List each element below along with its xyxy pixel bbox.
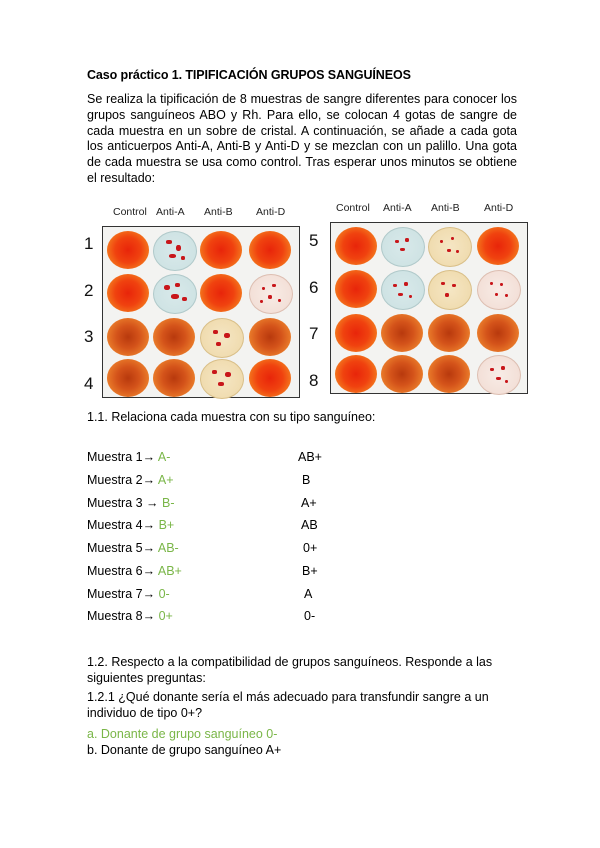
agglutination-speck <box>405 238 409 242</box>
agglutination-speck <box>216 342 221 346</box>
row-number-5: 5 <box>309 231 319 250</box>
muestra-label: Muestra 7→ <box>87 587 159 601</box>
agglutination-speck <box>166 240 172 244</box>
row-number-3: 3 <box>84 327 94 346</box>
question-1-2-1: 1.2.1 ¿Qué donante sería el más adecuado para transfundir sangre a un individuo de tipo 0+? <box>87 690 489 720</box>
agglutination-speck <box>490 282 493 285</box>
row-number-7: 7 <box>309 324 319 343</box>
agglutination-speck <box>278 299 281 302</box>
agglutination-speck <box>404 282 408 286</box>
drop-8-control <box>335 355 377 393</box>
agglutination-speck <box>441 282 445 285</box>
drop-7-anti-a <box>381 314 423 352</box>
drop-3-anti-a <box>153 318 195 356</box>
drop-4-control <box>107 359 149 397</box>
agglutination-speck <box>409 295 412 298</box>
left-header-anti-a: Anti-A <box>156 206 185 218</box>
tipo-option: AB <box>301 518 318 532</box>
agglutination-speck <box>171 294 179 299</box>
agglutination-speck <box>496 377 501 380</box>
tipo-option: 0+ <box>303 541 318 555</box>
agglutination-speck <box>181 256 185 260</box>
drop-3-control <box>107 318 149 356</box>
muestra-label: Muestra 1→ <box>87 450 158 464</box>
muestra-row <box>87 587 170 601</box>
agglutination-speck <box>398 293 403 296</box>
agglutination-speck <box>164 285 170 290</box>
drop-4-anti-b <box>200 359 244 399</box>
left-glass-tray <box>102 226 300 398</box>
agglutination-speck <box>456 250 459 253</box>
agglutination-speck <box>262 287 265 290</box>
agglutination-speck <box>445 293 449 297</box>
tipo-option: B+ <box>302 564 318 578</box>
left-header-anti-b: Anti-B <box>204 206 233 218</box>
agglutination-speck <box>400 248 405 251</box>
row-number-6: 6 <box>309 278 319 297</box>
right-header-anti-d: Anti-D <box>484 202 514 214</box>
drop-6-anti-a <box>381 270 425 310</box>
answer-option-a: a. Donante de grupo sanguíneo 0- <box>87 727 278 741</box>
agglutination-speck <box>501 366 505 370</box>
drop-5-control <box>335 227 377 265</box>
drop-7-anti-b <box>428 314 470 352</box>
muestra-label: Muestra 2→ <box>87 473 158 487</box>
drop-4-anti-d <box>249 359 291 397</box>
agglutination-speck <box>500 283 503 286</box>
agglutination-speck <box>447 249 451 252</box>
right-header-anti-a: Anti-A <box>383 202 412 214</box>
answer-option-b: b. Donante de grupo sanguíneo A+ <box>87 743 282 757</box>
agglutination-speck <box>182 297 187 301</box>
agglutination-speck <box>451 237 454 240</box>
agglutination-speck <box>225 372 231 377</box>
agglutination-speck <box>175 283 180 287</box>
question-1-1: 1.1. Relaciona cada muestra con su tipo sanguíneo: <box>87 410 376 424</box>
agglutination-speck <box>505 294 508 297</box>
muestra-answer: A- <box>157 450 171 464</box>
drop-5-anti-b <box>428 227 472 267</box>
muestra-row <box>87 518 174 532</box>
tipo-option: A+ <box>301 496 317 510</box>
drop-8-anti-b <box>428 355 470 393</box>
agglutination-speck <box>268 295 272 299</box>
drop-8-anti-a <box>381 355 423 393</box>
muestra-row <box>87 609 173 623</box>
drop-3-anti-d <box>249 318 291 356</box>
muestra-answer: 0- <box>158 587 170 601</box>
muestra-row <box>87 473 174 487</box>
agglutination-speck <box>393 284 397 287</box>
agglutination-speck <box>260 300 263 303</box>
agglutination-speck <box>495 293 498 296</box>
drop-6-anti-d <box>477 270 521 310</box>
drop-2-anti-d <box>249 274 293 314</box>
tipo-option: 0- <box>304 609 316 623</box>
agglutination-speck <box>212 370 217 374</box>
agglutination-speck <box>176 245 181 251</box>
drop-1-anti-d <box>249 231 291 269</box>
agglutination-speck <box>395 240 399 243</box>
muestra-label: Muestra 3 → <box>87 496 163 510</box>
muestra-row <box>87 564 182 578</box>
muestra-answer: AB- <box>157 541 179 555</box>
agglutination-speck <box>440 240 443 243</box>
page-title: Caso práctico 1. TIPIFICACIÓN GRUPOS SANGUÍNEOS <box>87 68 411 82</box>
agglutination-speck <box>224 333 230 338</box>
agglutination-speck <box>169 254 176 258</box>
drop-5-anti-a <box>381 227 425 267</box>
muestra-answer: AB+ <box>157 564 182 578</box>
drop-4-anti-a <box>153 359 195 397</box>
drop-1-control <box>107 231 149 269</box>
muestra-label: Muestra 8→ <box>87 609 159 623</box>
drop-1-anti-b <box>200 231 242 269</box>
drop-6-anti-b <box>428 270 472 310</box>
right-header-anti-b: Anti-B <box>431 202 460 214</box>
agglutination-speck <box>213 330 218 334</box>
tipo-option: B <box>302 473 311 487</box>
drop-1-anti-a <box>153 231 197 271</box>
agglutination-speck <box>452 284 456 287</box>
muestra-label: Muestra 4→ <box>87 518 159 532</box>
intro-paragraph: Se realiza la tipificación de 8 muestras de sangre diferentes para conocer los grupos sanguíneos ABO y Rh. Para ello, se colocan 4 gotas de sangre de cada muestra en un sobre de cristal. A continuación, se añade a cada gota los anticuerpos Anti-A, Anti-B y Anti-D y se mezclan con un palillo. Una gota de cada muestra se usa como control. Tras esperar unos minutos se obtiene el resultado: <box>87 92 517 185</box>
muestra-row <box>87 541 179 555</box>
drop-8-anti-d <box>477 355 521 395</box>
agglutination-speck <box>505 380 508 383</box>
question-1-2: 1.2. Respecto a la compatibilidad de grupos sanguíneos. Responde a las siguientes preguntas: <box>87 655 493 685</box>
drop-2-control <box>107 274 149 312</box>
drop-2-anti-b <box>200 274 242 312</box>
muestra-answer: A+ <box>157 473 174 487</box>
right-glass-tray <box>330 222 528 394</box>
right-header-control: Control <box>336 202 370 214</box>
drop-6-control <box>335 270 377 308</box>
drop-7-anti-d <box>477 314 519 352</box>
row-number-8: 8 <box>309 371 319 390</box>
agglutination-speck <box>272 284 276 287</box>
row-number-2: 2 <box>84 281 94 300</box>
muestra-answer: 0+ <box>158 609 173 623</box>
muestra-row <box>87 450 170 464</box>
tipo-option: AB+ <box>298 450 322 464</box>
tipo-option: A <box>304 587 313 601</box>
drop-3-anti-b <box>200 318 244 358</box>
drop-5-anti-d <box>477 227 519 265</box>
agglutination-speck <box>490 368 494 371</box>
left-header-anti-d: Anti-D <box>256 206 286 218</box>
drop-2-anti-a <box>153 274 197 314</box>
muestra-label: Muestra 6→ <box>87 564 158 578</box>
muestra-answer: B+ <box>158 518 175 532</box>
muestra-row <box>87 496 175 510</box>
agglutination-speck <box>218 382 224 386</box>
drop-7-control <box>335 314 377 352</box>
muestra-label: Muestra 5→ <box>87 541 158 555</box>
left-header-control: Control <box>113 206 147 218</box>
row-number-1: 1 <box>84 234 94 253</box>
row-number-4: 4 <box>84 374 94 393</box>
muestra-answer: B- <box>162 496 175 510</box>
